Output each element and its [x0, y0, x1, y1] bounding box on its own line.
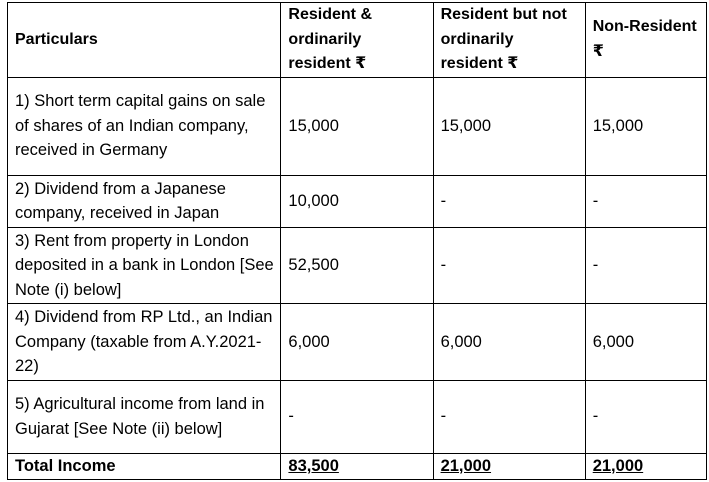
- particular-cell: 5) Agricultural income from land in Gujarat [See Note (ii) below]: [8, 380, 281, 453]
- income-table: [7, 2, 707, 480]
- resident-cell: 10,000: [281, 175, 433, 227]
- table-row: [8, 77, 707, 175]
- total-non-resident: 21,000: [585, 453, 706, 479]
- total-row: [8, 453, 707, 479]
- rnor-cell: -: [433, 227, 585, 304]
- header-row: [8, 3, 707, 78]
- total-label: Total Income: [8, 453, 281, 479]
- header-resident: Resident & ordinarily resident ₹: [281, 3, 433, 78]
- total-rnor: 21,000: [433, 453, 585, 479]
- non-resident-cell: -: [585, 380, 706, 453]
- resident-cell: 6,000: [281, 304, 433, 381]
- non-resident-cell: -: [585, 175, 706, 227]
- table-row: [8, 227, 707, 304]
- particular-cell: 1) Short term capital gains on sale of shares of an Indian company, received in Germany: [8, 77, 281, 175]
- particular-cell: 2) Dividend from a Japanese company, received in Japan: [8, 175, 281, 227]
- non-resident-cell: -: [585, 227, 706, 304]
- particular-cell: 3) Rent from property in London deposited in a bank in London [See Note (i) below]: [8, 227, 281, 304]
- header-non-resident: Non-Resident ₹: [585, 3, 706, 78]
- rnor-cell: -: [433, 175, 585, 227]
- resident-cell: 52,500: [281, 227, 433, 304]
- table-row: [8, 380, 707, 453]
- table-row: [8, 175, 707, 227]
- particular-cell: 4) Dividend from RP Ltd., an Indian Company (taxable from A.Y.2021-22): [8, 304, 281, 381]
- rnor-cell: 15,000: [433, 77, 585, 175]
- rnor-cell: 6,000: [433, 304, 585, 381]
- table-row: [8, 304, 707, 381]
- non-resident-cell: 15,000: [585, 77, 706, 175]
- header-rnor: Resident but not ordinarily resident ₹: [433, 3, 585, 78]
- rnor-cell: -: [433, 380, 585, 453]
- resident-cell: 15,000: [281, 77, 433, 175]
- non-resident-cell: 6,000: [585, 304, 706, 381]
- resident-cell: -: [281, 380, 433, 453]
- header-particulars: Particulars: [8, 3, 281, 78]
- total-resident: 83,500: [281, 453, 433, 479]
